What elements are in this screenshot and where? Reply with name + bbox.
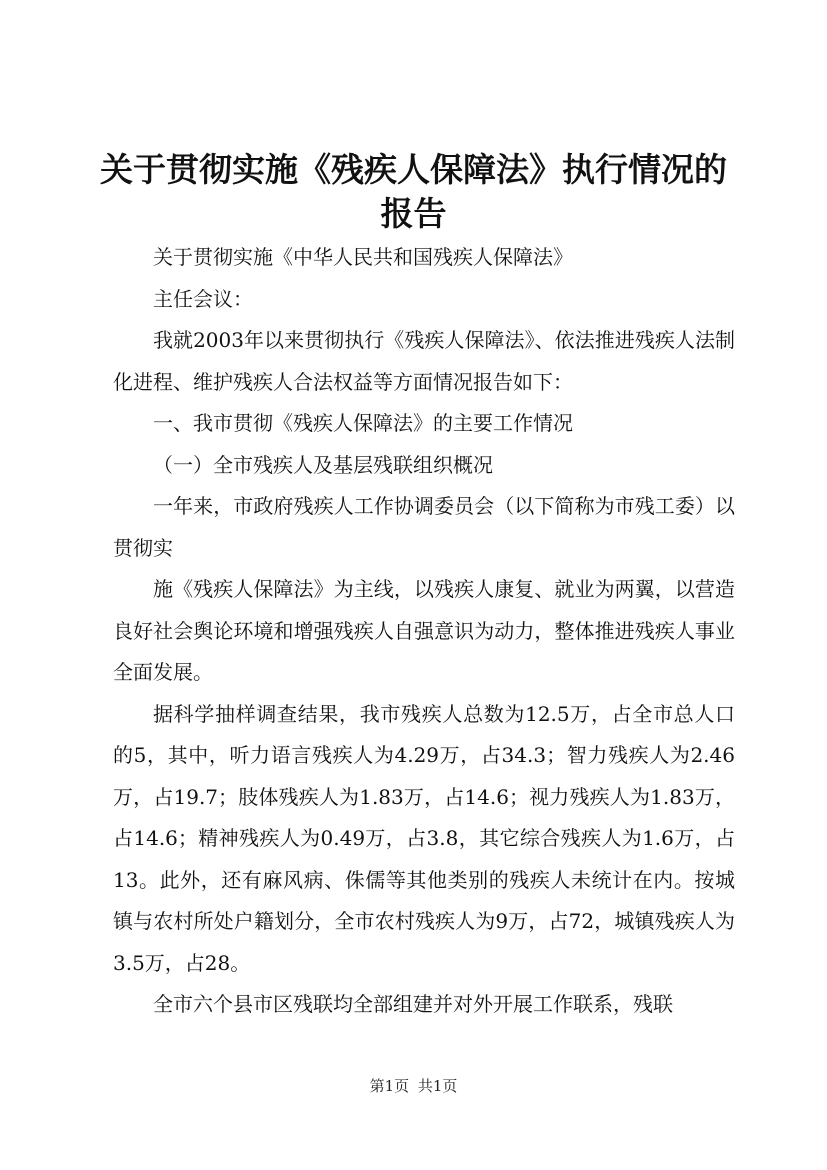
subsection-heading-1: （一）全市残疾人及基层残联组织概况 <box>153 452 493 477</box>
paragraph-mainline: 施《残疾人保障法》为主线，以残疾人康复、就业为两翼，以营造良好社会舆论环境和增强残疾人自强意识为动力，整体推进残疾人事业全面发展。 <box>113 577 735 684</box>
paragraph-subtitle: 关于贯彻实施《中华人民共和国残疾人保障法》 <box>153 245 573 269</box>
document-body <box>113 237 735 1026</box>
paragraph-statistics: 据科学抽样调查结果，我市残疾人总数为12.5万，占全市总人口的5，其中，听力语言残疾人为4.29万，占34.3；智力残疾人为2.46万，占19.7；肢体残疾人为1.83万，占14.6；视力残疾人为1.83万，占14.6；精神残疾人为0.49万，占3.8，其它综合残疾人为1.6万，占13。此外，还有麻风病、侏儒等其他类别的残疾人未统计在内。按城镇与农村所处户籍划分，全市农村残疾人为9万，占72，城镇残疾人为3.5万，占28。 <box>113 701 735 975</box>
paragraph-salutation: 主任会议： <box>153 286 253 311</box>
paragraph-organizations: 全市六个县市区残联均全部组建并对外开展工作联系，残联 <box>153 992 673 1016</box>
document-title: 关于贯彻实施《残疾人保障法》执行情况的报告 <box>100 150 727 233</box>
section-heading-1: 一、我市贯彻《残疾人保障法》的主要工作情况 <box>153 411 573 435</box>
paragraph-intro: 我就2003年以来贯彻执行《残疾人保障法》、依法推进残疾人法制化进程、维护残疾人合法权益等方面情况报告如下： <box>113 328 735 394</box>
paragraph-overview: 一年来，市政府残疾人工作协调委员会（以下简称为市残工委）以贯彻实 <box>113 494 735 560</box>
page-footer <box>0 1076 827 1096</box>
page-total: 共1页 <box>417 1077 458 1095</box>
page-number: 第1页 <box>369 1077 410 1095</box>
